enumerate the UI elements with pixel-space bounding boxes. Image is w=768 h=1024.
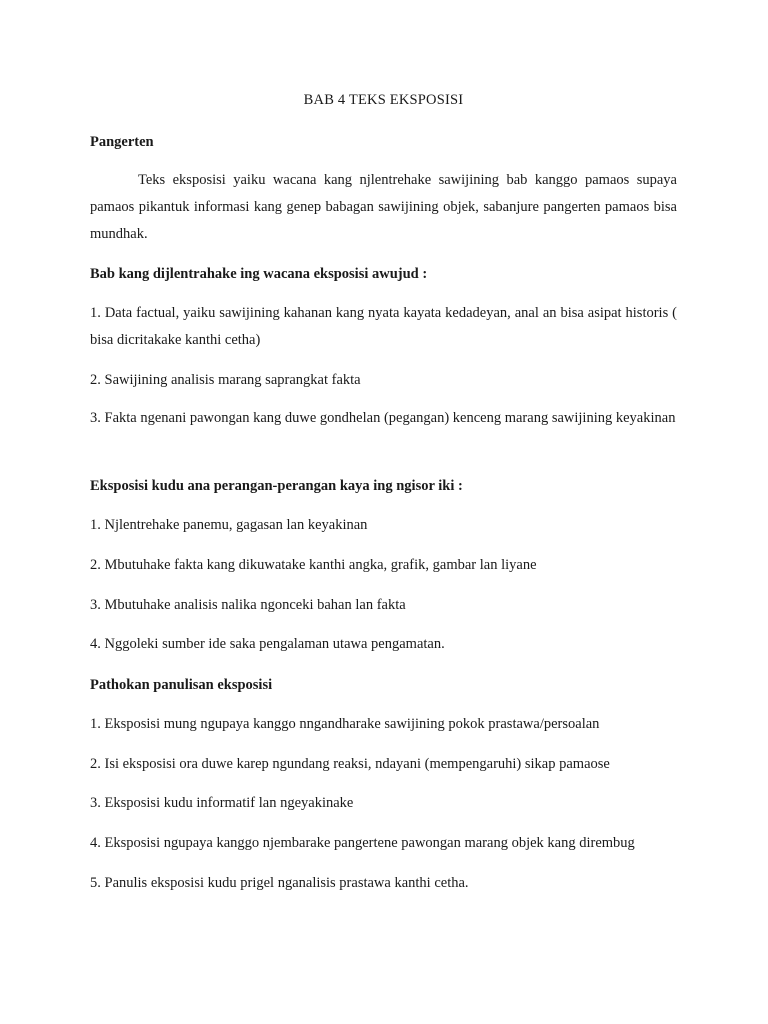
heading-pangerten: Pangerten bbox=[90, 134, 154, 150]
heading-eksposisi-kudu: Eksposisi kudu ana perangan-perangan kaya ing ngisor iki : bbox=[90, 478, 463, 494]
list-item: 4. Nggoleki sumber ide saka pengalaman utawa pengamatan. bbox=[90, 636, 445, 652]
list-item: 2. Isi eksposisi ora duwe karep ngundang reaksi, ndayani (mempengaruhi) sikap pamaose bbox=[90, 756, 610, 772]
list-item: 3. Fakta ngenani pawongan kang duwe gondhelan (pegangan) kenceng marang sawijining keyakinan bbox=[90, 410, 676, 426]
document-title: BAB 4 TEKS EKSPOSISI bbox=[303, 92, 464, 108]
list-item: 3. Eksposisi kudu informatif lan ngeyakinake bbox=[90, 795, 354, 811]
list-item: 3. Mbutuhake analisis nalika ngonceki bahan lan fakta bbox=[90, 597, 406, 613]
list-item: 2. Mbutuhake fakta kang dikuwatake kanthi angka, grafik, gambar lan liyane bbox=[90, 557, 537, 573]
document-page bbox=[90, 0, 677, 1024]
paragraph-pangerten: Teks eksposisi yaiku wacana kang njlentrehake sawijining bab kanggo pamaos supaya pamaos pikantuk informasi kang genep babagan sawijining objek, sabanjure pangerten pamaos bisa mundhak. bbox=[90, 172, 677, 242]
list-item: 4. Eksposisi ngupaya kanggo njembarake pangertene pawongan marang objek kang dirembug bbox=[90, 835, 635, 851]
list-item: 1. Njlentrehake panemu, gagasan lan keyakinan bbox=[90, 517, 368, 533]
list-item: 1. Data factual, yaiku sawijining kahanan kang nyata kayata kedadeyan, anal an bisa asipat historis ( bisa dicritakake kanthi cetha) bbox=[90, 305, 677, 348]
list-item: 1. Eksposisi mung ngupaya kanggo nngandharake sawijining pokok prastawa/persoalan bbox=[90, 716, 600, 732]
list-item: 2. Sawijining analisis marang saprangkat fakta bbox=[90, 372, 361, 388]
heading-bab-kang: Bab kang dijlentrahake ing wacana eksposisi awujud : bbox=[90, 266, 428, 282]
heading-pathokan: Pathokan panulisan eksposisi bbox=[90, 677, 273, 693]
list-item: 5. Panulis eksposisi kudu prigel nganalisis prastawa kanthi cetha. bbox=[90, 875, 469, 891]
